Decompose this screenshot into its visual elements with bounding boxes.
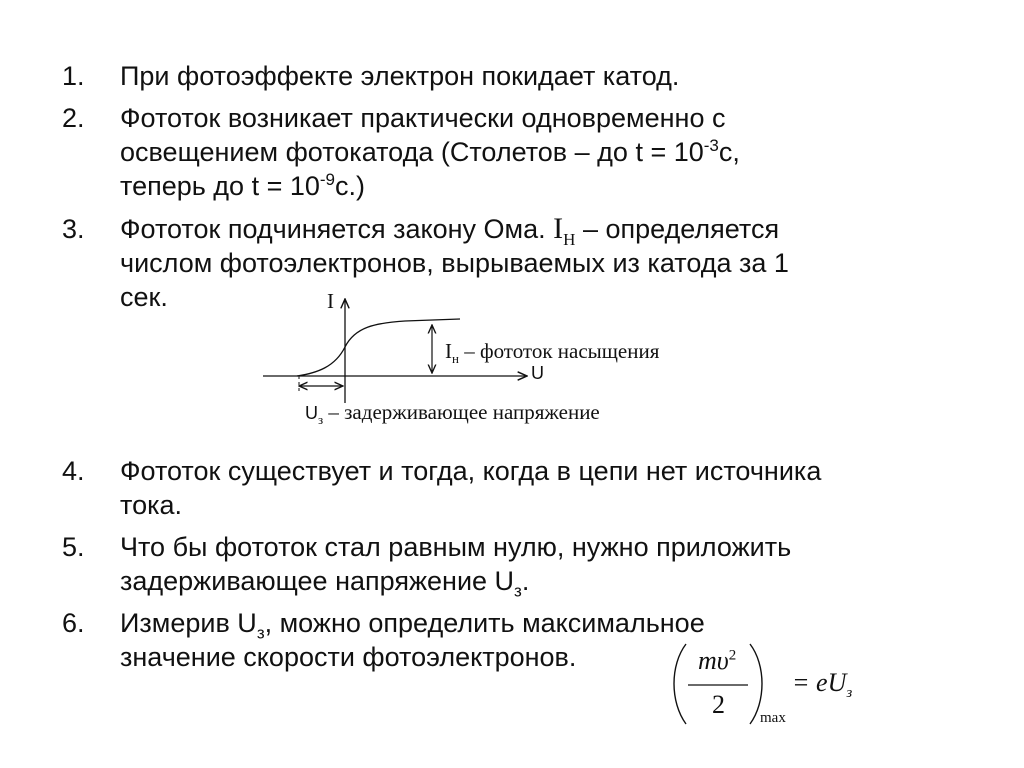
exponent: -9	[319, 170, 336, 189]
item-line: Фототок существует и тогда, когда в цепи нет источника	[120, 456, 822, 486]
item-number: 3.	[62, 214, 85, 244]
item-line: теперь до $t = 10^{-9}с$.)	[120, 170, 366, 201]
y-axis-label: I	[327, 289, 334, 313]
exponent: 2	[728, 647, 737, 664]
item-number: 4.	[62, 456, 85, 486]
kinetic-energy-formula	[668, 640, 888, 730]
item-line: числом фотоэлектронов, вырываемых из катода за 1	[120, 248, 789, 278]
item-line: Фототок подчиняется закону Ома. $I_Н$ – определяется	[120, 212, 780, 249]
item-line: Фототок возникает практически одновременно с	[120, 103, 726, 133]
item-line: задерживающее напряжение $U_з$.	[120, 566, 530, 601]
item-line: сек.	[120, 282, 168, 312]
saturation-label: $I_н$ – фототок насыщения	[445, 339, 660, 367]
item-line: Измерив $U_з$, можно определить максимальное	[120, 608, 705, 643]
item-number: 5.	[62, 532, 85, 562]
numerator: $m\upsilon^2$	[698, 646, 737, 675]
item-text	[120, 530, 980, 601]
list-item-1	[62, 59, 982, 93]
right-hand-side: = $eU_з$	[792, 668, 853, 702]
item-number: 1.	[62, 61, 85, 91]
x-axis-label: U	[531, 363, 544, 383]
exponent: -3	[703, 136, 719, 155]
item-text	[120, 454, 980, 522]
item-text	[120, 101, 980, 203]
current-curve	[297, 319, 460, 376]
denominator: 2	[712, 690, 725, 719]
item-text: При фотоэффекте электрон покидает катод.	[120, 61, 680, 91]
item-line: тока.	[120, 490, 183, 520]
list-item-5	[62, 530, 982, 601]
current-voltage-graph	[255, 285, 715, 430]
item-line: освещением фотокатода (Столетов – до $t = 10^{-3}с$,	[120, 136, 740, 167]
left-paren	[674, 644, 686, 724]
list-item-2	[62, 101, 982, 203]
stopping-voltage-label: $U_з$ – задерживающее напряжение	[305, 400, 600, 428]
max-subscript: max	[760, 710, 786, 726]
item-line: значение скорости фотоэлектронов.	[120, 642, 577, 672]
list-item-4	[62, 454, 982, 522]
saturation-current-symbol: $I_Н$	[553, 212, 576, 249]
item-line: Что бы фототок стал равным нулю, нужно приложить	[120, 532, 792, 562]
item-number: 6.	[62, 608, 85, 638]
item-number: 2.	[62, 103, 85, 133]
